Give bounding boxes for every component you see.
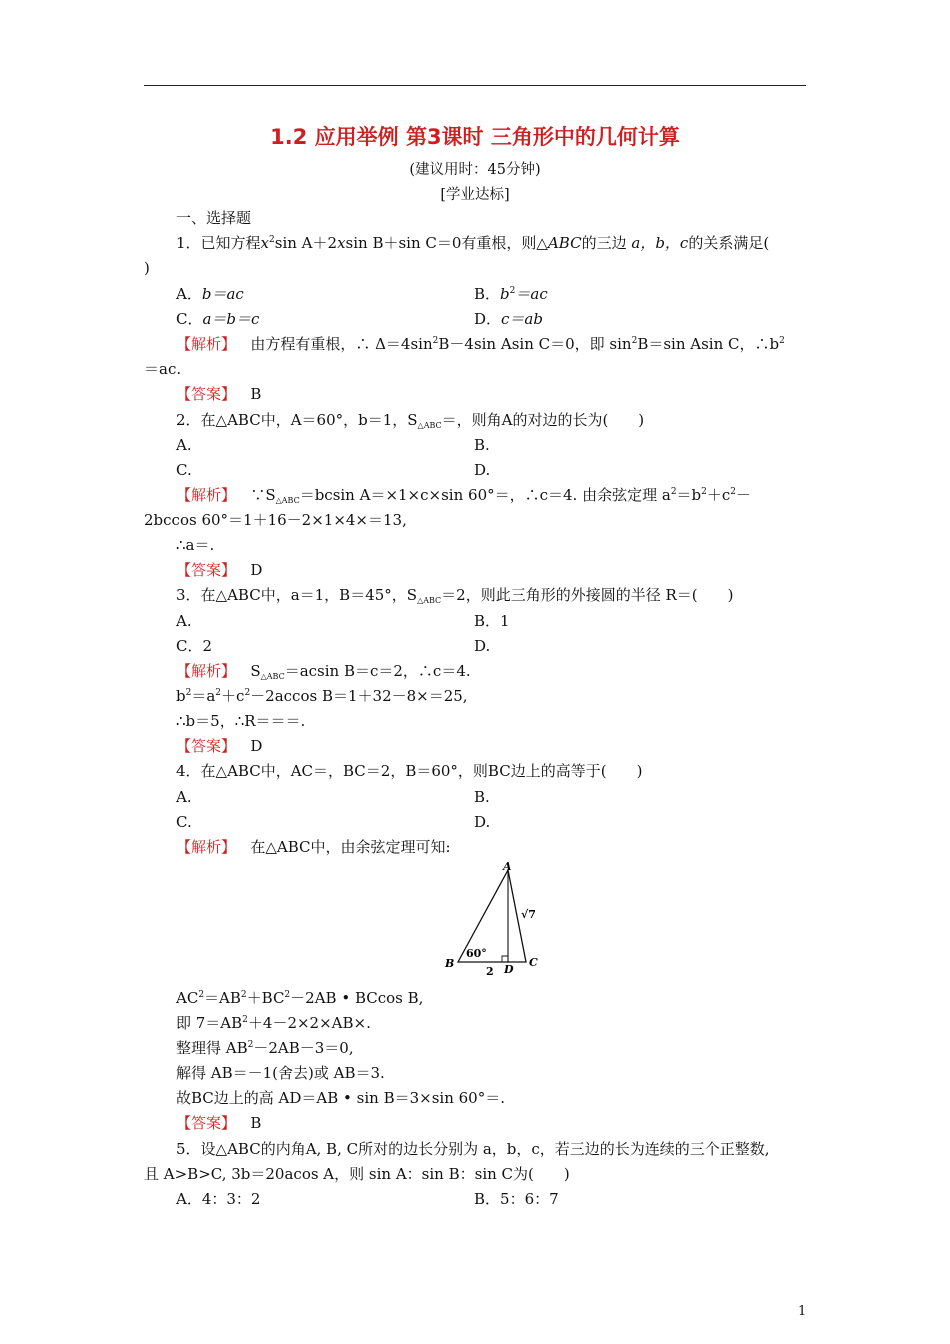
q1-option-a: A．b＝ac: [176, 285, 244, 303]
header-rule: [144, 85, 806, 86]
answer-label: 【答案】: [176, 1114, 237, 1132]
right-angle-mark: [502, 956, 508, 962]
q4-stem: 4．在△ABC中，AC＝，BC＝2，B＝60°，则BC边上的高等于( ): [176, 762, 643, 780]
page-number: 1: [798, 1304, 807, 1319]
angle-b-label: 60°: [466, 947, 487, 960]
answer-label: 【答案】: [176, 561, 237, 579]
q1-option-d: D．c＝ab: [474, 310, 543, 328]
q2-option-d: D.: [474, 461, 491, 479]
vertex-c-label: C: [529, 956, 538, 969]
q5-option-a: A．4：3：2: [176, 1190, 261, 1208]
q1-answer: 【答案】 B: [176, 385, 262, 403]
analysis-label: 【解析】: [176, 838, 237, 856]
q2-analysis-cont: 2bccos 60°＝1＋16－2×1×4×＝13,: [144, 511, 407, 529]
q4-step-2: 即 $7=AB^2+4-2\times 2\times AB\times$.: [176, 1014, 371, 1032]
analysis-label: 【解析】: [176, 335, 237, 353]
time-note: (建议用时：45分钟): [409, 162, 541, 178]
page-title: 1.2 应用举例 第3课时 三角形中的几何计算: [270, 125, 680, 149]
q1-stem: 1．已知方程$x^2\sin$ A＋2xsin B＋sin C＝0有重根，则△ABC的三边 a，b，c的关系满足(: [176, 234, 770, 252]
section-tag: [学业达标]: [440, 187, 510, 203]
q1-option-b: B．$b^2=ac$: [474, 285, 548, 303]
q4-step-5: 故BC边上的高 AD＝AB • sin B＝3×sin 60°＝.: [176, 1089, 505, 1107]
q2-analysis-result: ∴a＝.: [176, 536, 215, 554]
analysis-label: 【解析】: [176, 662, 237, 680]
q4-step-3: 整理得 $AB^2-2AB-3=0$,: [176, 1039, 354, 1057]
answer-label: 【答案】: [176, 737, 237, 755]
q5-stem-cont: 且 A>B>C, 3b＝20acos A，则 sin A：sin B：sin C为( ): [144, 1165, 570, 1183]
q3-stem: 3．在△ABC中，a＝1，B＝45°，$S_{\triangle ABC}=2$，则此三角形的外接圆的半径 R＝( ): [176, 586, 734, 605]
q4-analysis: 【解析】 在△ABC中，由余弦定理可知:: [176, 838, 451, 856]
q2-option-a: A.: [176, 436, 192, 454]
q3-option-d: D.: [474, 637, 491, 655]
q4-option-b: B.: [474, 788, 490, 806]
q3-option-c: C．2: [176, 637, 213, 655]
q2-option-c: C.: [176, 461, 192, 479]
q1-analysis: 【解析】 由方程有重根，∴ $\Delta=4\sin^2B-4\sin$ Asin C＝0，即 $\sin^2B=\sin$ Asin C，$\therefore b^2$: [176, 335, 785, 353]
q2-answer: 【答案】 D: [176, 561, 263, 579]
side-ac-label: √7: [521, 908, 536, 921]
q4-option-c: C.: [176, 813, 192, 831]
q4-answer: 【答案】 B: [176, 1114, 262, 1132]
side-bc-label: 2: [486, 965, 494, 978]
q4-option-d: D.: [474, 813, 491, 831]
q2-analysis: 【解析】 $\because S_{\triangle ABC}=bcsin$ A＝×1×c×sin 60°＝，∴c＝4. 由余弦定理 $a^2=b^2+c^2-$: [176, 486, 752, 505]
q5-option-b: B．5：6：7: [474, 1190, 559, 1208]
q5-stem: 5．设△ABC的内角A, B, C所对的边长分别为 a，b，c，若三边的长为连续的三个正整数,: [176, 1140, 770, 1158]
q1-analysis-cont: ＝ac.: [144, 360, 182, 378]
q3-analysis: 【解析】 $S_{\triangle ABC}=acsin$ B＝c＝2，∴c＝4.: [176, 662, 471, 681]
q3-option-a: A.: [176, 612, 192, 630]
q4-step-1: $AC^2=AB^2+BC^2-2AB$ • BCcos B,: [176, 989, 424, 1007]
triangle-figure: [436, 858, 546, 980]
q4-option-a: A.: [176, 788, 192, 806]
q3-option-b: B．1: [474, 612, 510, 630]
q3-analysis-cont: $b^2=a^2+c^2-2accos$ B＝1＋32－8×＝25,: [176, 687, 468, 705]
vertex-d-label: D: [504, 963, 514, 976]
q1-option-c: C．a＝b＝c: [176, 310, 260, 328]
q4-step-4: 解得 AB＝－1(舍去)或 AB＝3.: [176, 1064, 385, 1082]
vertex-a-label: A: [503, 860, 512, 873]
q3-analysis-result: ∴b＝5，∴R＝＝＝.: [176, 712, 306, 730]
section-heading: 一、选择题: [176, 209, 252, 227]
q2-option-b: B.: [474, 436, 490, 454]
answer-label: 【答案】: [176, 385, 237, 403]
analysis-label: 【解析】: [176, 486, 237, 504]
q3-answer: 【答案】 D: [176, 737, 263, 755]
q1-stem-close: ): [144, 259, 150, 277]
q2-stem: 2．在△ABC中，A＝60°，b＝1，$S_{\triangle ABC}=$，则角A的对边的长为( ): [176, 411, 645, 430]
vertex-b-label: B: [445, 957, 455, 970]
